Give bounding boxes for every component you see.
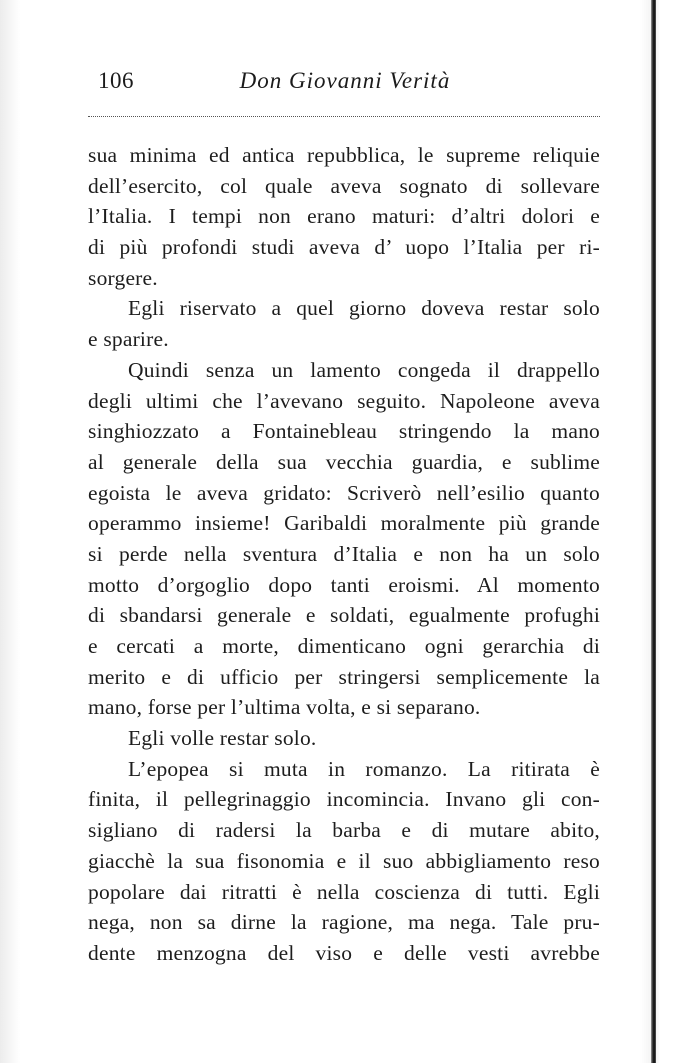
text-line: Quindi senza un lamento congeda il drappello: [128, 357, 600, 382]
text-line: giacchè la sua fisonomia e il suo abbigliamento reso: [88, 848, 600, 873]
text-line: e sparire.: [88, 327, 169, 352]
text-line: sorgere.: [88, 265, 158, 290]
text-line: mano, forse per l’ultima volta, e si separano.: [88, 695, 481, 720]
text-line: L’epopea si muta in romanzo. La ritirata è: [128, 756, 600, 781]
text-line: l’Italia. I tempi non erano maturi: d’altri dolori e: [88, 204, 600, 229]
header-divider: [88, 116, 600, 117]
body-text: [88, 140, 600, 969]
text-line: degli ultimi che l’avevano seguito. Napoleone aveva: [88, 388, 600, 413]
page-number: 106: [98, 68, 134, 93]
text-line: e cercati a morte, dimenticano ogni gerarchia di: [88, 634, 600, 658]
text-line: di più profondi studi aveva d’ uopo l’Italia per ri-: [88, 235, 600, 260]
text-line: sigliano di radersi la barba e di mutare abito,: [88, 818, 600, 843]
running-title: Don Giovanni Verità: [239, 68, 451, 93]
text-line: dell’esercito, col quale aveva sognato di sollevare: [88, 173, 600, 198]
text-line: di sbandarsi generale e soldati, egualmente profughi: [88, 603, 600, 628]
text-line: Egli riservato a quel giorno doveva restar solo: [128, 296, 600, 321]
text-line: operammo insieme! Garibaldi moralmente più grande: [88, 511, 600, 536]
text-line: motto d’orgoglio dopo tanti eroismi. Al momento: [88, 572, 600, 597]
book-spine-shadow: [651, 0, 656, 1063]
text-line: singhiozzato a Fontainebleau stringendo la mano: [88, 419, 600, 444]
text-line: al generale della sua vecchia guardia, e sublime: [88, 449, 600, 474]
text-line: si perde nella sventura d’Italia e non ha un solo: [88, 541, 600, 566]
text-line: finita, il pellegrinaggio incomincia. Invano gli con-: [88, 787, 600, 812]
text-line: popolare dai ritratti è nella coscienza di tutti. Egli: [88, 879, 600, 904]
text-line: merito e di ufficio per stringersi semplicemente la: [88, 664, 600, 689]
text-line: sua minima ed antica repubblica, le supreme reliquie: [88, 143, 600, 167]
text-line: nega, non sa dirne la ragione, ma nega. Tale pru-: [88, 910, 600, 935]
text-line: Egli volle restar solo.: [128, 726, 317, 751]
page-header: [92, 68, 598, 98]
text-line: egoista le aveva gridato: Scriverò nell’esilio quanto: [88, 480, 600, 505]
text-line: dente menzogna del viso e delle vesti avrebbe: [88, 940, 600, 965]
